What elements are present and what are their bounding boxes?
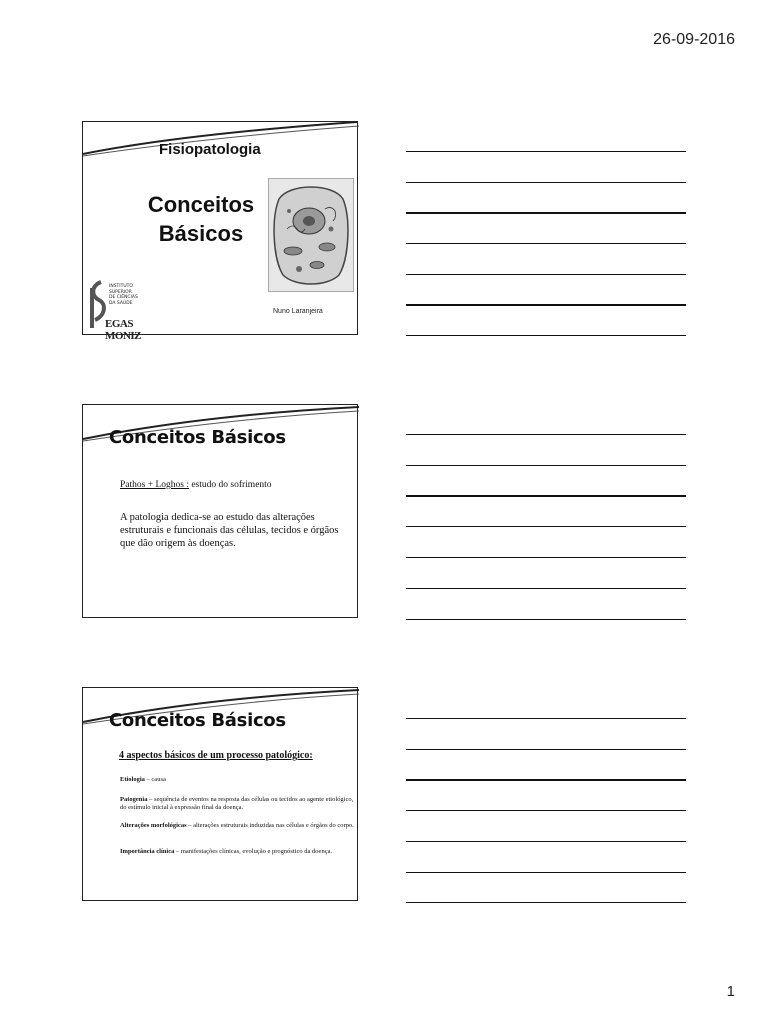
notes-line <box>406 335 686 336</box>
logo-text-line: INSTITUTO <box>109 284 133 289</box>
notes-line <box>406 872 686 873</box>
slide-title-line-1: Conceitos <box>147 192 255 217</box>
notes-line <box>406 841 686 842</box>
notes-line <box>406 779 686 781</box>
slide-subheading: 4 aspectos básicos de um processo patológico: <box>119 750 313 761</box>
list-item-desc: – causa <box>144 776 166 783</box>
logo-name: EGAS MONIZ <box>105 318 141 342</box>
logo-text-line: DE CIÊNCIAS <box>109 295 138 300</box>
list-item-term: Etiologia <box>120 776 145 783</box>
notes-line <box>406 465 686 466</box>
notes-line <box>406 619 686 620</box>
list-item-desc: – manifestações clínicas, evolução e prognóstico da doença. <box>174 848 333 855</box>
slide-paragraph: A patologia dedica-se ao estudo das alterações estruturais e funcionais das células, tecidos e órgãos que dão origem às doenças. <box>120 512 339 549</box>
notes-line <box>406 718 686 719</box>
slide-definition-line <box>120 480 272 490</box>
document-date: 26-09-2016 <box>653 31 735 48</box>
notes-line <box>406 243 686 244</box>
slide-3 <box>82 687 358 901</box>
definition-text: estudo do sofrimento <box>188 480 272 490</box>
list-item-term: Patogenia <box>120 796 148 803</box>
notes-line <box>406 557 686 558</box>
logo-text-line: DA SAÚDE <box>109 300 133 306</box>
list-item <box>120 848 356 856</box>
notes-line <box>406 495 686 497</box>
notes-line <box>406 434 686 435</box>
notes-line <box>406 526 686 527</box>
slide-1 <box>82 121 358 342</box>
notes-line <box>406 274 686 275</box>
slide-title-line-2: Básicos <box>158 221 244 246</box>
list-item-term: Alterações morfológicas <box>120 822 187 829</box>
notes-line <box>406 902 686 903</box>
logo-text-line: SUPERIOR <box>109 289 132 295</box>
slide-heading: Conceitos Básicos <box>109 427 286 448</box>
definition-term: Pathos + Loghos : <box>120 480 189 490</box>
slide-subtitle: Fisiopatologia <box>159 141 261 158</box>
slide-2 <box>82 404 358 618</box>
notes-line <box>406 212 686 214</box>
notes-line <box>406 588 686 589</box>
logo-text <box>109 284 143 306</box>
notes-line <box>406 304 686 306</box>
cell-icon <box>269 179 353 291</box>
list-item <box>120 822 356 830</box>
list-item <box>120 776 356 784</box>
page-number: 1 <box>726 983 735 1000</box>
cell-illustration <box>268 178 354 292</box>
slide-heading: Conceitos Básicos <box>109 710 286 731</box>
notes-line <box>406 810 686 811</box>
slide-author: Nuno Laranjeira <box>273 308 323 315</box>
notes-line <box>406 151 686 152</box>
list-item-term: Importância clínica <box>120 848 175 855</box>
notes-line <box>406 749 686 750</box>
list-item <box>120 796 356 811</box>
list-item-desc: – sequência de eventos na resposta das células ou tecidos ao agente etiológico, do estímulo inicial à expressão final da doença. <box>120 796 354 811</box>
slide-title <box>121 190 281 248</box>
notes-line <box>406 182 686 183</box>
list-item-desc: – alterações estruturais induzidas nas células e órgãos do corpo. <box>186 822 354 829</box>
institution-logo <box>87 280 167 342</box>
